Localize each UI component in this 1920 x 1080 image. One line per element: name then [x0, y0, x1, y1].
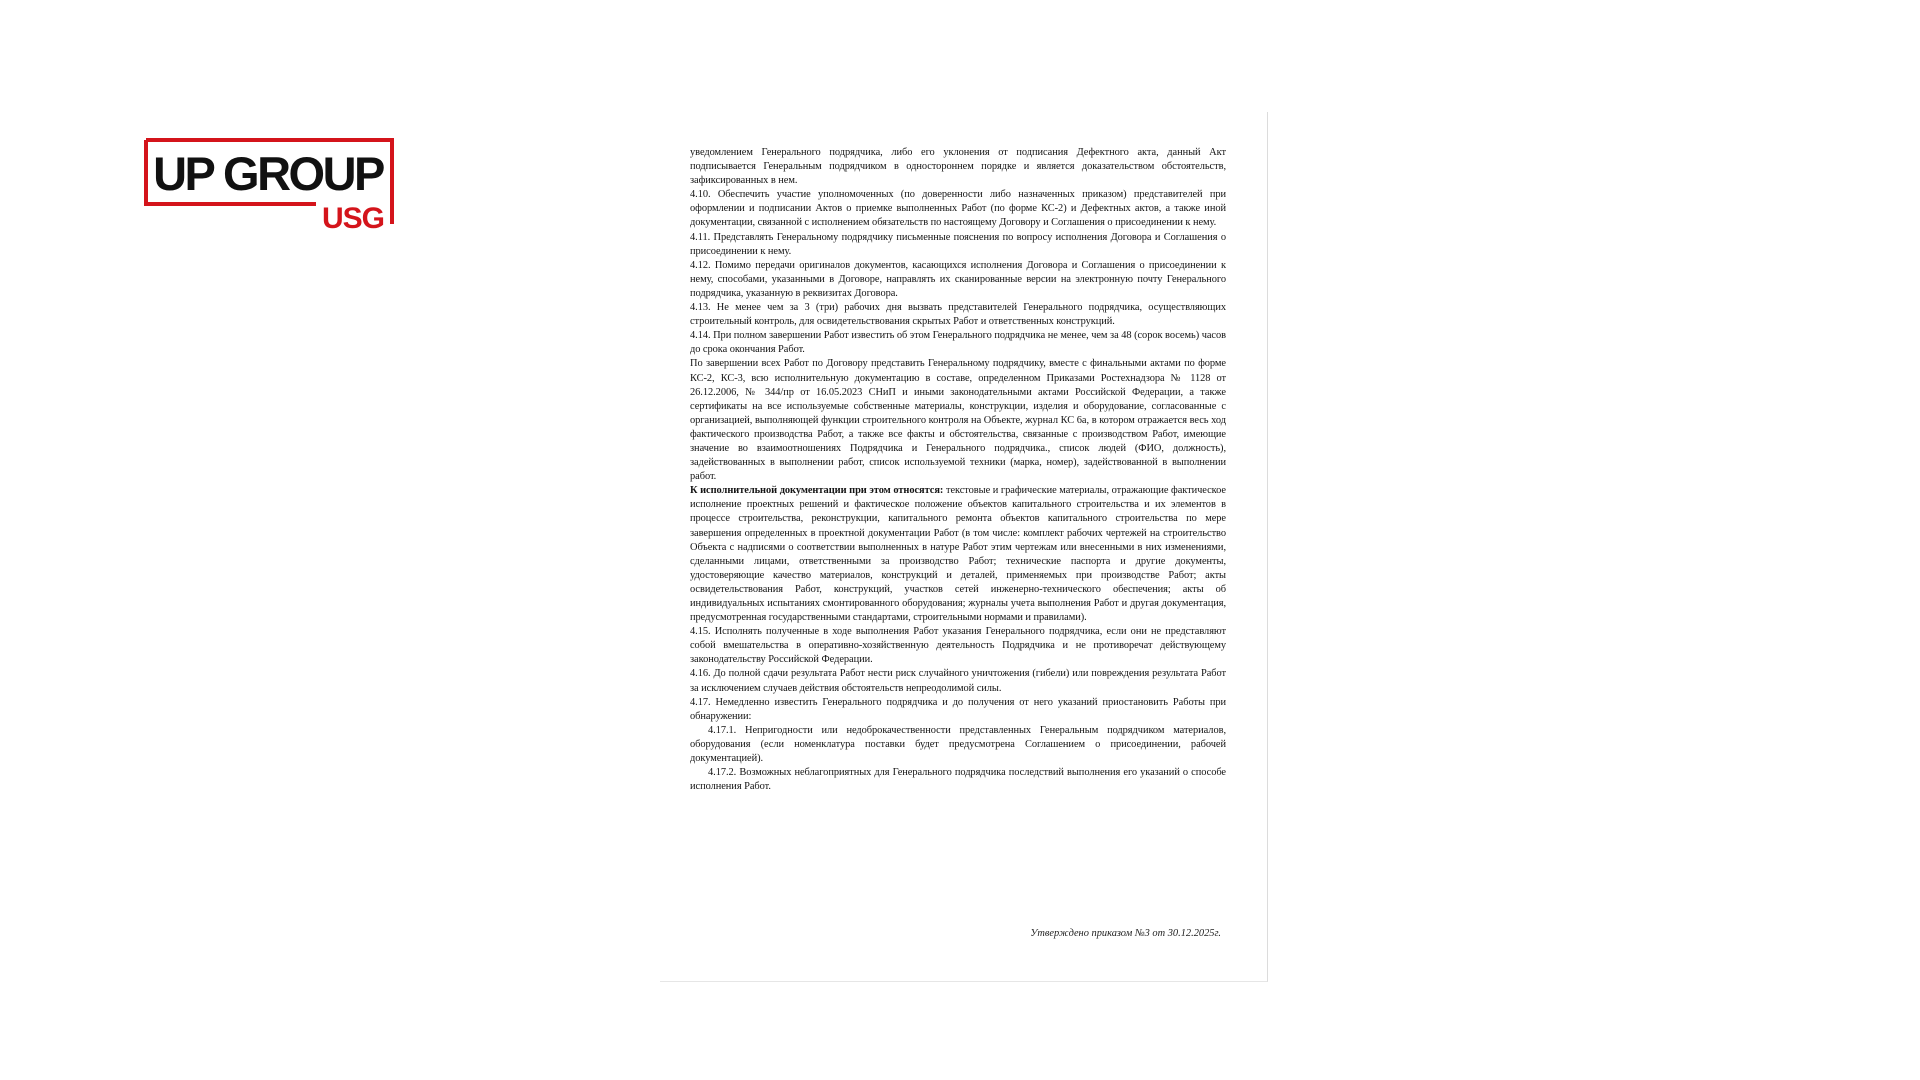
approval-footer: Утверждено приказом №3 от 30.12.2025г.	[1030, 928, 1221, 939]
company-logo	[144, 138, 394, 232]
logo-text-usg: USG	[321, 202, 384, 232]
up-group-usg-logo	[144, 138, 394, 232]
document-page	[660, 112, 1268, 982]
paragraph-4-12: 4.12. Помимо передачи оригиналов документов, касающихся исполнения Договора и Соглашения о присоединении к нему, способами, указанными в Договоре, направлять их сканированные версии на электронную почту Генерального подрядчика, указанную в реквизитах Договора.	[690, 259, 1226, 299]
paragraph-4-13: 4.13. Не менее чем за 3 (три) рабочих дня вызвать представителей Генерального подрядчика, осуществляющих строительный контроль, для освидетельствования скрытых Работ и ответственных конструкций.	[690, 302, 1226, 328]
paragraph-completion: По завершении всех Работ по Договору представить Генеральному подрядчику, вместе с финальными актами по форме КС-2, КС-3, всю исполнительную документацию в составе, определенном Приказами Ростехнадзора № 1128 от 26.12.2006, № 344/пр от 16.05.2023 СНиП и иными законодательными актами Российской Федерации, а также сертификаты на все используемые собственные материалы, конструкции, изделия и оборудование, согласованные с организацией, выполняющей функции строительного контроля на Объекте, журнал КС 6а, в котором отражается весь ход фактического производства Работ, а также все факты и обстоятельства, связанные с производством Работ, имеющие значение во взаимоотношениях Подрядчика и Генерального подрядчика., список людей (ФИО, должность), задействованных в выполнении работ, список используемой техники (марка, номер), задействованной в выполнении работ.	[690, 358, 1226, 483]
paragraph-intro: уведомлением Генерального подрядчика, либо его уклонения от подписания Дефектного акта, данный Акт подписывается Генеральным подрядчиком в одностороннем порядке и является доказательством обстоятельств, зафиксированных в нем.	[690, 147, 1226, 187]
executive-docs-lead: К исполнительной документации при этом относятся:	[690, 485, 944, 497]
paragraph-executive-docs	[690, 484, 1226, 625]
paragraph-4-10: 4.10. Обеспечить участие уполномоченных (по доверенности либо назначенных приказом) представителей при оформлении и подписании Актов о приемке выполненных Работ (по форме КС-2) и Дефектных актов, а также иной документации, связанной с исполнением обязательств по настоящему Договору и Соглашения о присоединении к нему.	[690, 189, 1226, 229]
paragraph-4-17: 4.17. Немедленно известить Генерального подрядчика и до получения от него указаний приостановить Работы при обнаружении:	[690, 696, 1226, 722]
paragraph-4-17-2: 4.17.2. Возможных неблагоприятных для Генерального подрядчика последствий выполнения его указаний о способе исполнения Работ.	[690, 767, 1226, 793]
paragraph-4-11: 4.11. Представлять Генеральному подрядчику письменные пояснения по вопросу исполнения Договора и Соглашения о присоединении к нему.	[690, 231, 1226, 257]
paragraph-4-16: 4.16. До полной сдачи результата Работ нести риск случайного уничтожения (гибели) или повреждения результата Работ за исключением случаев действия обстоятельств непреодолимой силы.	[690, 668, 1226, 694]
paragraph-4-15: 4.15. Исполнять полученные в ходе выполнения Работ указания Генерального подрядчика, если они не представляют собой вмешательства в оперативно-хозяйственную деятельность Подрядчика и не противоречат действующему законодательству Российской Федерации.	[690, 626, 1226, 666]
logo-text-main: UP GROUP	[153, 147, 383, 200]
document-body	[690, 146, 1226, 794]
paragraph-4-14: 4.14. При полном завершении Работ известить об этом Генерального подрядчика не менее, чем за 48 (сорок восемь) часов до срока окончания Работ.	[690, 330, 1226, 356]
executive-docs-body: текстовые и графические материалы, отражающие фактическое исполнение проектных решений и фактическое положение объектов капитального строительства и их элементов в процессе строительства, реконструкции, капитального ремонта объектов капитального строительства по мере завершения определенных в проектной документации Работ (в том числе: комплект рабочих чертежей на строительство Объекта с надписями о соответствии выполненных в натуре Работ этим чертежам или внесенными в них изменениями, сделанными лицами, ответственными за производство Работ; технические паспорта и другие документы, удостоверяющие качество материалов, конструкций и деталей, применяемых при производстве Работ; акты освидетельствования Работ, конструкций, участков сетей инженерно-технического обеспечения; акты об индивидуальных испытаниях смонтированного оборудования; журналы учета выполнения Работ и другая документация, предусмотренная государственными стандартами, строительными нормами и правилами).	[690, 485, 1226, 624]
paragraph-4-17-1: 4.17.1. Непригодности или недоброкачественности представленных Генеральным подрядчиком материалов, оборудования (если номенклатура поставки будет предусмотрена Соглашением о присоединении, рабочей документацией).	[690, 724, 1226, 765]
